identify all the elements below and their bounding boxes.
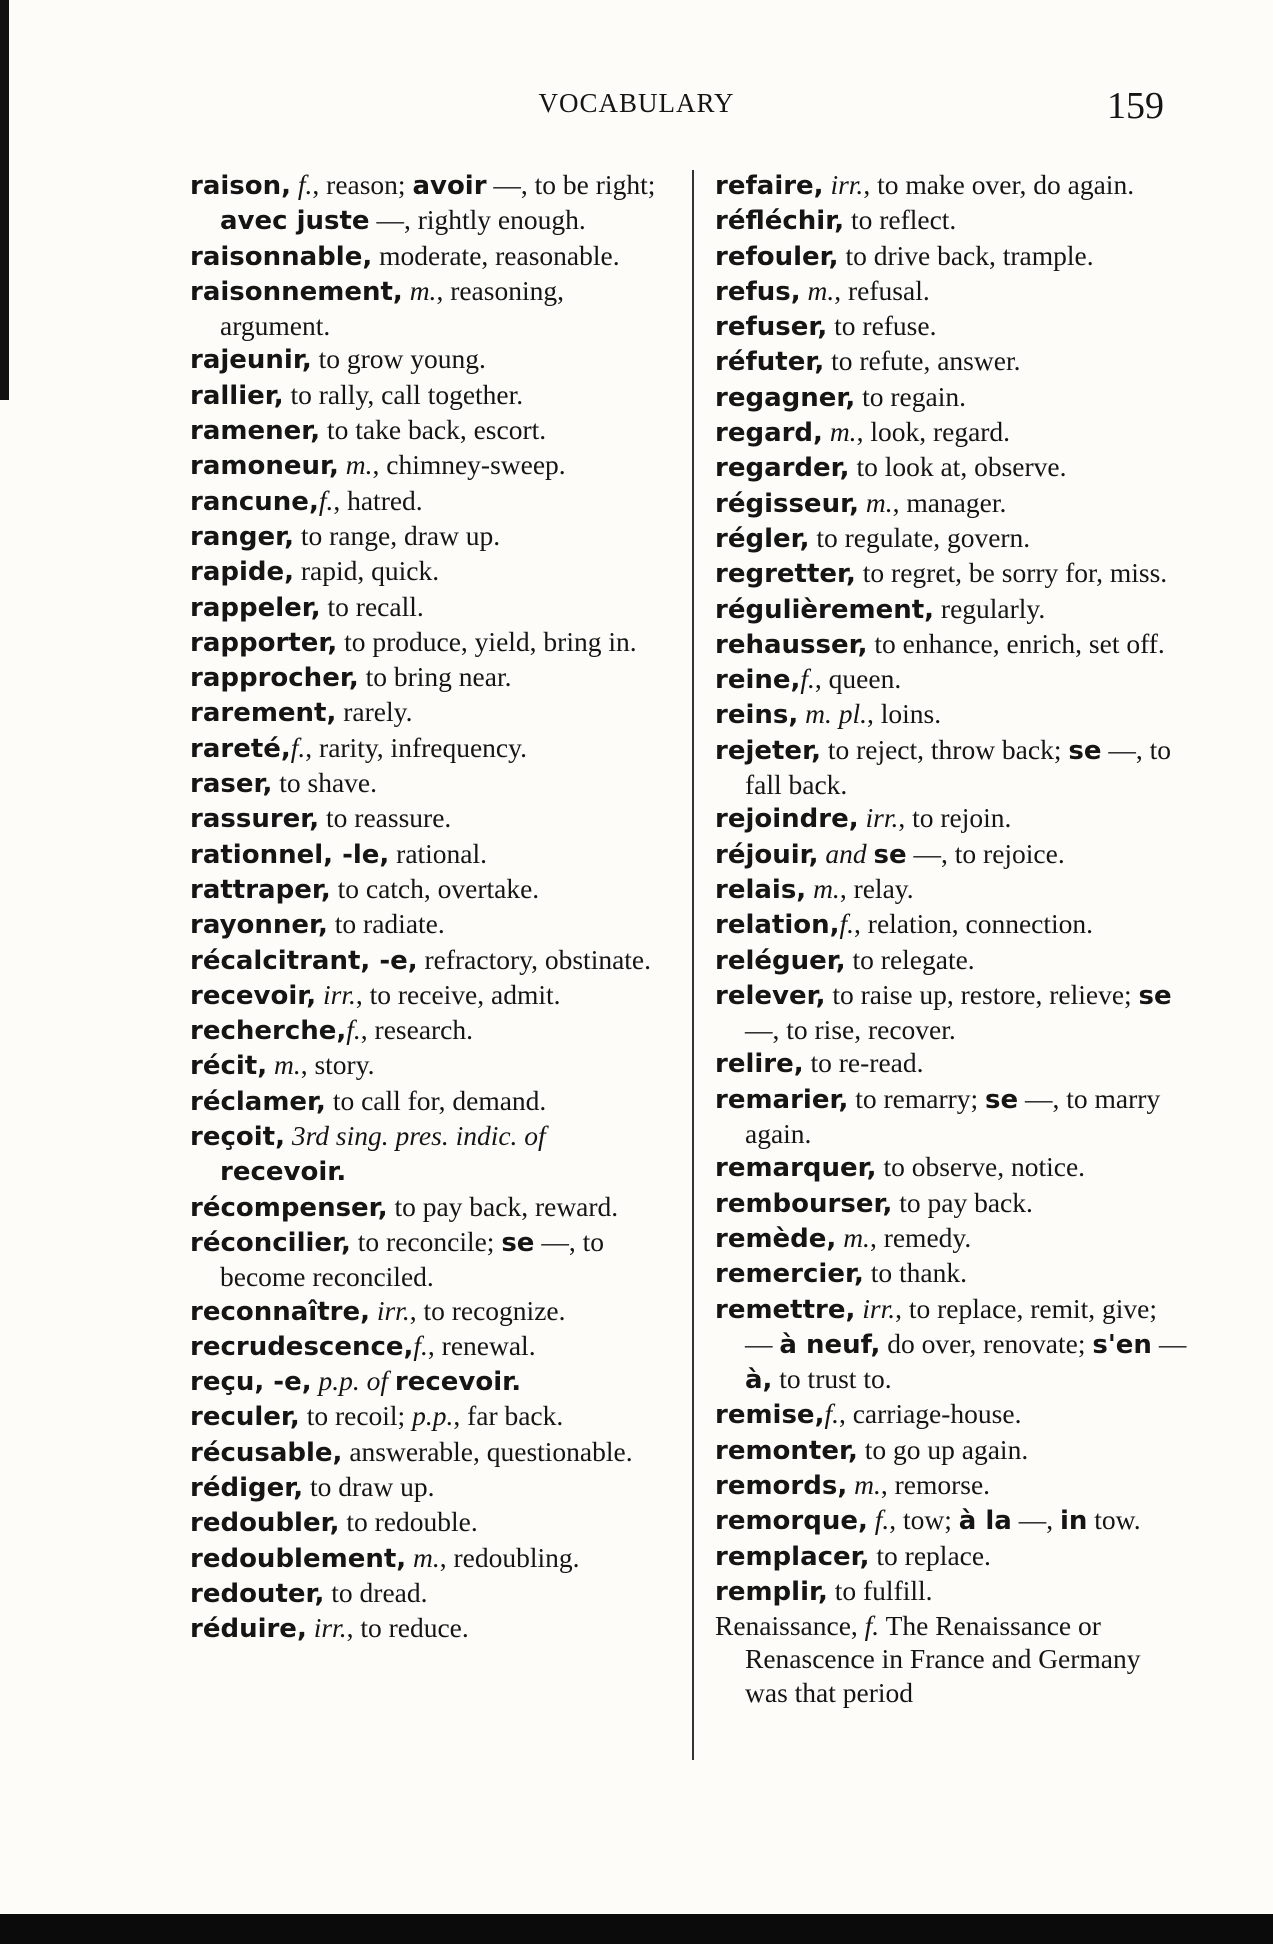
entry-headword: reléguer, [715,945,846,976]
vocabulary-entry [715,556,1190,591]
vocabulary-entry [190,1225,660,1294]
entry-definition: do over, renovate; [880,1327,1093,1359]
entry-headword: avec juste [220,206,370,237]
vocabulary-entry [190,837,660,872]
right-column [715,168,1190,1709]
entry-grammar-note: 3rd sing. pres. indic. of [284,1120,546,1152]
entry-headword: remarier, [715,1084,849,1115]
entry-definition: to pay back, reward. [387,1190,619,1222]
entry-headword: raisonnable, [190,241,373,272]
vocabulary-entry [190,1048,660,1083]
entry-grammar-note: m. [338,449,373,481]
vocabulary-entry [715,274,1190,309]
entry-definition: , research. [360,1014,474,1046]
entry-headword: relation, [715,910,840,941]
entry-headword: réclamer, [190,1086,326,1117]
entry-headword: avoir [412,171,487,201]
entry-headword: refaire, [715,171,824,201]
entry-grammar-note: f. [824,1398,839,1430]
page-binding-edge [0,0,9,400]
column-divider [692,170,694,1760]
entry-definition: to regain. [855,380,966,412]
vocabulary-entry [715,1539,1190,1574]
entry-definition: to call for, demand. [325,1084,547,1116]
entry-definition: , to rejoin. [898,802,1012,834]
entry-headword: récompenser, [190,1192,388,1223]
entry-definition: to shave. [272,767,377,799]
entry-headword: reçoit, [190,1122,285,1153]
entry-headword: remède, [715,1223,837,1254]
entry-headword: regard, [715,418,823,449]
entry-definition: The Renaissance or Renascence in France and Germany was that period [745,1610,1141,1708]
entry-grammar-note: irr. [306,1612,347,1644]
vocabulary-entry [715,837,1190,872]
entry-headword: remords, [715,1470,848,1501]
entry-grammar-note: m. [402,274,437,306]
entry-headword: rehausser, [715,629,868,660]
entry-definition: to draw up. [303,1470,435,1502]
entry-headword: rattraper, [190,874,331,905]
entry-headword: s'en [1092,1329,1152,1360]
entry-definition: , to receive, admit. [355,978,561,1010]
entry-grammar-note: m. [406,1541,440,1573]
entry-definition: to catch, overtake. [330,872,540,904]
entry-definition: answerable, questionable. [342,1435,633,1467]
vocabulary-entry [715,239,1190,274]
entry-headword: rappeler, [190,592,321,623]
entry-headword: refuser, [715,312,828,343]
entry-headword: à, [745,1365,773,1396]
entry-headword: recevoir. [394,1367,522,1398]
entry-grammar-note: m. [836,1221,870,1253]
vocabulary-entry [190,413,660,448]
entry-definition: to reconcile; [350,1225,502,1257]
entry-grammar-note: f. [346,1014,361,1046]
entry-definition: , reason; [312,169,413,200]
left-column [190,168,660,1646]
entry-headword: recevoir. [220,1157,347,1188]
entry-definition: rational. [389,837,488,869]
vocabulary-entry [190,766,660,801]
entry-definition: to raise up, restore, relieve; [825,978,1139,1010]
vocabulary-entry [715,697,1190,732]
entry-definition: —, to rejoice. [906,837,1065,869]
entry-definition: — [1151,1327,1187,1359]
entry-headword: regagner, [715,382,856,413]
entry-headword: rejeter, [715,735,821,766]
vocabulary-entry [190,378,660,413]
vocabulary-entry [190,1470,660,1505]
vocabulary-entry [715,1574,1190,1609]
vocabulary-entry [190,1364,660,1399]
vocabulary-entry [190,1541,660,1576]
entry-headword: remettre, [715,1294,856,1325]
page-number: 159 [1107,85,1164,127]
entry-headword: remonter, [715,1435,858,1466]
entry-headword: remercier, [715,1259,864,1290]
entry-definition: to refuse. [827,310,937,342]
vocabulary-entry [715,203,1190,238]
entry-definition: to enhance, enrich, set off. [867,627,1165,659]
vocabulary-entry [715,1397,1190,1432]
entry-definition: to reject, throw back; [820,733,1069,765]
entry-definition: , remorse. [880,1468,991,1500]
entry-definition: , loins. [866,698,942,730]
entry-definition: to replace. [869,1539,991,1571]
entry-definition: , redoubling. [439,1541,580,1573]
entry-definition: regularly. [934,592,1046,624]
vocabulary-entry [190,1329,660,1364]
vocabulary-entry [715,486,1190,521]
vocabulary-entry [715,733,1190,802]
entry-definition: , look, regard. [856,416,1011,448]
entry-headword: reine, [715,665,801,696]
entry-headword: redouter, [190,1578,325,1609]
entry-headword: refus, [715,276,801,307]
vocabulary-entry [190,342,660,377]
entry-headword: ramener, [190,416,321,447]
entry-grammar-note: irr. [855,1292,896,1324]
entry-definition: , hatred. [333,484,423,516]
entry-headword: refouler, [715,241,839,272]
vocabulary-entry [715,309,1190,344]
vocabulary-entry [715,907,1190,942]
vocabulary-entry [715,1082,1190,1151]
entry-headword: réfléchir, [715,206,845,237]
entry-headword: réjouir, [715,839,819,870]
entry-grammar-note: f. [413,1329,428,1361]
running-header: VOCABULARY [538,88,735,118]
entry-headword: régler, [715,523,810,554]
vocabulary-entry [715,978,1190,1047]
entry-headword: réconcilier, [190,1227,351,1258]
vocabulary-entry [190,1013,660,1048]
entry-headword: remise, [715,1400,825,1431]
entry-headword: régulièrement, [715,594,935,625]
entry-definition: moderate, reasonable. [372,239,620,271]
entry-definition: to fulfill. [827,1574,933,1606]
entry-headword: raser, [190,769,273,800]
entry-headword: reculer, [190,1402,300,1433]
entry-grammar-note: f. [864,1610,880,1642]
entry-definition: , relation, connection. [854,908,1094,940]
vocabulary-entry [715,1433,1190,1468]
entry-headword: remarquer, [715,1153,877,1184]
vocabulary-entry [715,801,1190,836]
entry-headword: relire, [715,1049,804,1080]
entry-headword: rapide, [190,557,295,588]
entry-definition: to radiate. [327,908,445,940]
vocabulary-entry [715,1186,1190,1221]
entry-grammar-note: p.p. of [311,1365,395,1397]
vocabulary-entry [190,943,660,978]
entry-headword: rarement, [190,698,337,729]
vocabulary-entry [715,1046,1190,1081]
entry-headword: remorque, [715,1506,868,1537]
entry-grammar-note: m. [858,486,893,518]
entry-definition: to range, draw up. [294,519,501,551]
entry-definition: , to reduce. [346,1612,469,1644]
entry-definition: , to recognize. [409,1294,566,1326]
vocabulary-entry [715,1221,1190,1256]
entry-definition: —, to marry again. [745,1082,1161,1150]
entry-definition: to drive back, trample. [838,239,1094,271]
entry-definition: , to make over, do again. [863,169,1135,200]
entry-headword: recevoir, [190,980,317,1011]
entry-headword: rapprocher, [190,663,359,694]
scan-bottom-edge [0,1914,1273,1944]
entry-definition: to remarry; [848,1082,986,1114]
vocabulary-entry [715,1503,1190,1538]
entry-definition: to look at, observe. [849,451,1067,483]
entry-definition: , to replace, remit, give; — [745,1292,1158,1359]
entry-definition: rapid, quick. [294,555,440,587]
vocabulary-entry [190,625,660,660]
entry-grammar-note: f. [291,169,313,200]
entry-headword: rationnel, -le, [190,839,390,870]
entry-definition: to reassure. [319,802,452,834]
entry-definition: , reasoning, argument. [220,274,564,342]
entry-headword: recrudescence, [190,1331,414,1362]
vocabulary-entry [190,484,660,519]
entry-grammar-note: f. [867,1504,890,1536]
entry-definition: , chimney-sweep. [372,449,566,481]
vocabulary-entry [715,1150,1190,1185]
entry-grammar-note: m. pl. [798,698,867,730]
entry-definition: , manager. [892,486,1007,518]
vocabulary-entry [190,1576,660,1611]
vocabulary-entry [190,872,660,907]
entry-headword: se [873,839,907,870]
vocabulary-entry [715,450,1190,485]
vocabulary-entry [190,660,660,695]
entry-headword: regarder, [715,453,850,484]
vocabulary-entry [190,695,660,730]
entry-definition: , carriage-house. [838,1398,1022,1430]
entry-definition: to re-read. [803,1047,924,1079]
entry-headword: se [985,1084,1019,1115]
vocabulary-entry [190,1611,660,1646]
entry-headword: régisseur, [715,488,859,519]
vocabulary-entry [715,943,1190,978]
vocabulary-entry [190,1435,660,1470]
entry-headword: rejoindre, [715,804,859,835]
entry-definition: to regret, be sorry for, miss. [855,557,1168,589]
vocabulary-entry [715,1292,1190,1398]
vocabulary-entry [715,1609,1190,1709]
entry-headword: à la [958,1506,1012,1537]
entry-grammar-note: irr. [369,1294,410,1326]
entry-definition: to observe, notice. [876,1151,1086,1183]
entry-headword: relever, [715,980,826,1011]
entry-headword: se [501,1227,535,1258]
entry-definition: to reflect. [844,204,957,236]
vocabulary-entry [190,239,660,274]
entry-headword: ramoneur, [190,451,339,482]
entry-headword: se [1138,980,1172,1011]
entry-definition: to thank. [863,1257,967,1289]
entry-headword: remplacer, [715,1541,870,1572]
vocabulary-entry [190,590,660,625]
entry-headword: récusable, [190,1437,343,1468]
entry-grammar-note: irr. [316,978,356,1010]
entry-definition: —, to be right; [486,169,656,200]
entry-headword: raisonnement, [190,276,403,307]
entry-headword: rareté, [190,733,291,764]
vocabulary-entry [190,907,660,942]
entry-definition: —, to become reconciled. [220,1225,604,1293]
vocabulary-entry [190,274,660,343]
entry-definition: , tow; [889,1504,959,1536]
entry-headword: recherche, [190,1016,347,1047]
entry-headword: raison, [190,171,292,201]
entry-grammar-note: p.p. [412,1400,454,1432]
entry-grammar-note: and [818,837,874,869]
entry-headword: se [1068,735,1102,766]
entry-definition: , queen. [814,663,902,695]
entry-definition: to recall. [320,590,424,622]
vocabulary-entry [190,1399,660,1434]
entry-headword: reconnaître, [190,1296,370,1327]
entry-grammar-note: m. [800,274,835,306]
vocabulary-entry [715,168,1190,203]
entry-definition: Renaissance, [715,1610,865,1642]
vocabulary-entry [715,380,1190,415]
vocabulary-entry [190,1084,660,1119]
entry-headword: rallier, [190,380,284,411]
entry-headword: reins, [715,700,799,731]
entry-grammar-note: f. [839,908,855,940]
vocabulary-entry [715,1256,1190,1291]
vocabulary-entry [190,448,660,483]
entry-definition: to bring near. [358,661,512,693]
entry-definition: , remedy. [869,1221,972,1253]
entry-grammar-note: m. [847,1468,881,1500]
entry-headword: ranger, [190,521,294,552]
entry-grammar-note: m. [267,1049,301,1081]
vocabulary-entry [190,554,660,589]
entry-definition: to pay back. [892,1186,1033,1218]
entry-definition: , renewal. [427,1329,536,1361]
entry-definition: to refute, answer. [824,345,1021,377]
entry-headword: redoubler, [190,1508,340,1539]
entry-definition: , story. [300,1049,375,1081]
entry-definition: to relegate. [845,943,975,975]
vocabulary-entry [715,521,1190,556]
entry-definition: , rarity, infrequency. [305,731,527,763]
entry-definition: to grow young. [311,343,486,375]
entry-definition: to regulate, govern. [809,521,1031,553]
entry-definition: to recoil; [299,1400,413,1432]
entry-headword: rancune, [190,486,319,517]
entry-definition: to produce, yield, bring in. [337,625,637,657]
entry-headword: regretter, [715,559,856,590]
entry-definition: , far back. [453,1400,564,1432]
entry-definition: to dread. [324,1576,428,1608]
vocabulary-entry [190,978,660,1013]
vocabulary-entry [715,344,1190,379]
vocabulary-entry [715,662,1190,697]
vocabulary-entry [715,592,1190,627]
vocabulary-entry [190,1190,660,1225]
entry-definition: rarely. [336,696,413,728]
entry-headword: récalcitrant, -e, [190,945,418,976]
vocabulary-entry [190,168,660,239]
entry-definition: , relay. [839,872,914,904]
entry-definition: to rally, call together. [283,378,524,410]
entry-headword: reçu, -e, [190,1367,312,1398]
entry-grammar-note: irr. [858,802,899,834]
vocabulary-entry [190,1294,660,1329]
entry-headword: à neuf, [779,1329,881,1360]
vocabulary-entry [715,872,1190,907]
entry-headword: relais, [715,874,807,905]
entry-grammar-note: m. [822,416,857,448]
entry-definition: —, rightly enough. [369,204,586,236]
entry-headword: rapporter, [190,627,338,658]
entry-grammar-note: m. [806,872,840,904]
vocabulary-entry [715,627,1190,662]
entry-definition: tow. [1087,1504,1141,1536]
entry-definition: —, [1011,1504,1060,1536]
entry-definition: refractory, obstinate. [417,943,652,975]
entry-headword: réfuter, [715,347,825,378]
entry-headword: rayonner, [190,910,328,941]
entry-headword: rédiger, [190,1472,304,1503]
vocabulary-entry [190,801,660,836]
vocabulary-entry [715,1468,1190,1503]
entry-definition: to take back, escort. [320,414,547,446]
vocabulary-entry [190,1505,660,1540]
entry-headword: récit, [190,1051,268,1082]
entry-headword: rembourser, [715,1188,893,1219]
vocabulary-entry [190,519,660,554]
entry-grammar-note: f. [800,663,815,695]
vocabulary-entry [190,1119,660,1190]
entry-definition: to go up again. [857,1433,1029,1465]
entry-definition: to trust to. [772,1363,892,1395]
vocabulary-entry [715,415,1190,450]
entry-grammar-note: irr. [823,169,864,200]
entry-headword: remplir, [715,1576,828,1607]
entry-definition: to redouble. [339,1506,478,1538]
entry-grammar-note: f. [318,484,334,516]
entry-headword: rassurer, [190,804,320,835]
entry-definition: —, to rise, recover. [745,1014,956,1046]
entry-headword: rajeunir, [190,345,312,376]
entry-definition: , refusal. [834,274,930,306]
entry-headword: redoublement, [190,1543,407,1574]
vocabulary-entry [190,731,660,766]
entry-grammar-note: f. [290,731,306,763]
entry-headword: réduire, [190,1614,307,1645]
entry-definition: —, to fall back. [745,733,1171,801]
entry-headword: in [1059,1506,1088,1537]
